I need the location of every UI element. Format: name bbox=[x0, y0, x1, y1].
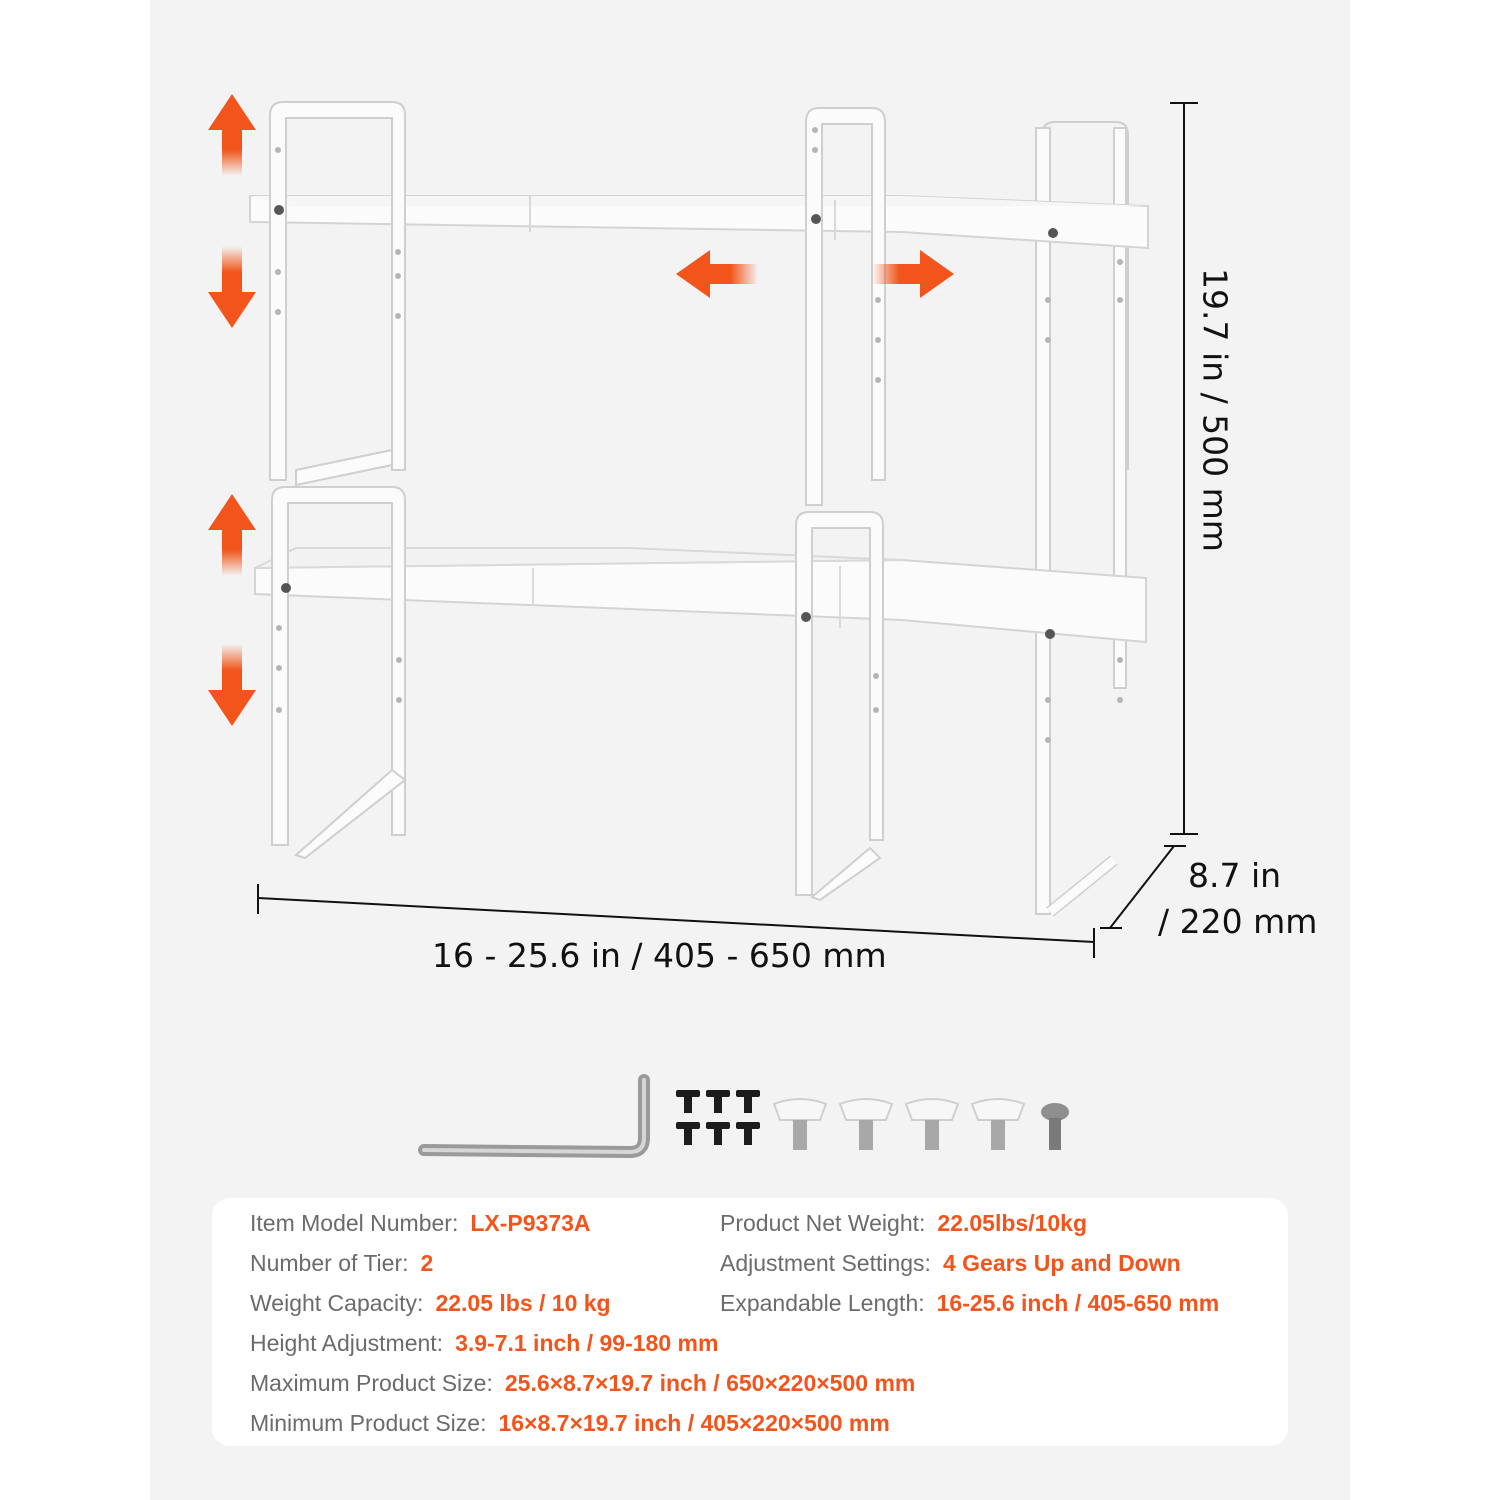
spec-net-weight: Product Net Weight: 22.05lbs/10kg bbox=[720, 1210, 1088, 1236]
spec-height-adjustment: Height Adjustment: 3.9-7.1 inch / 99-180 mm bbox=[250, 1330, 719, 1356]
width-dimension-label: 16 - 25.6 in / 405 - 650 mm bbox=[432, 936, 887, 975]
left-arrow-icon bbox=[676, 250, 758, 298]
lower-shelf-board bbox=[255, 548, 1146, 642]
height-dimension-line bbox=[1170, 103, 1198, 834]
black-screws-icon bbox=[676, 1090, 760, 1145]
spec-model-number: Item Model Number: LX-P9373A bbox=[250, 1210, 591, 1236]
spec-adjustment-settings: Adjustment Settings: 4 Gears Up and Down bbox=[720, 1250, 1181, 1276]
spec-expandable-length: Expandable Length: 16-25.6 inch / 405-650 mm bbox=[720, 1290, 1220, 1316]
leveling-feet-icon bbox=[774, 1099, 1024, 1150]
up-arrow-icon bbox=[208, 94, 256, 176]
spec-number-of-tier: Number of Tier: 2 bbox=[250, 1250, 434, 1276]
allen-key-icon bbox=[424, 1080, 644, 1152]
depth-dimension-label: 8.7 in bbox=[1188, 856, 1282, 895]
spec-minimum-size: Minimum Product Size: 16×8.7×19.7 inch / 405×220×500 mm bbox=[250, 1410, 890, 1436]
silver-screw-icon bbox=[1041, 1103, 1069, 1150]
spec-weight-capacity: Weight Capacity: 22.05 lbs / 10 kg bbox=[250, 1290, 611, 1316]
spec-table bbox=[212, 1198, 1288, 1446]
upper-shelf-board bbox=[250, 196, 1148, 248]
spec-maximum-size: Maximum Product Size: 25.6×8.7×19.7 inch / 650×220×500 mm bbox=[250, 1370, 916, 1396]
down-arrow-icon bbox=[208, 246, 256, 328]
depth-dimension-label-metric: / 220 mm bbox=[1158, 902, 1318, 941]
height-dimension-label: 19.7 in / 500 mm bbox=[1195, 268, 1235, 552]
down-arrow-icon bbox=[208, 644, 256, 726]
up-arrow-icon bbox=[208, 494, 256, 576]
